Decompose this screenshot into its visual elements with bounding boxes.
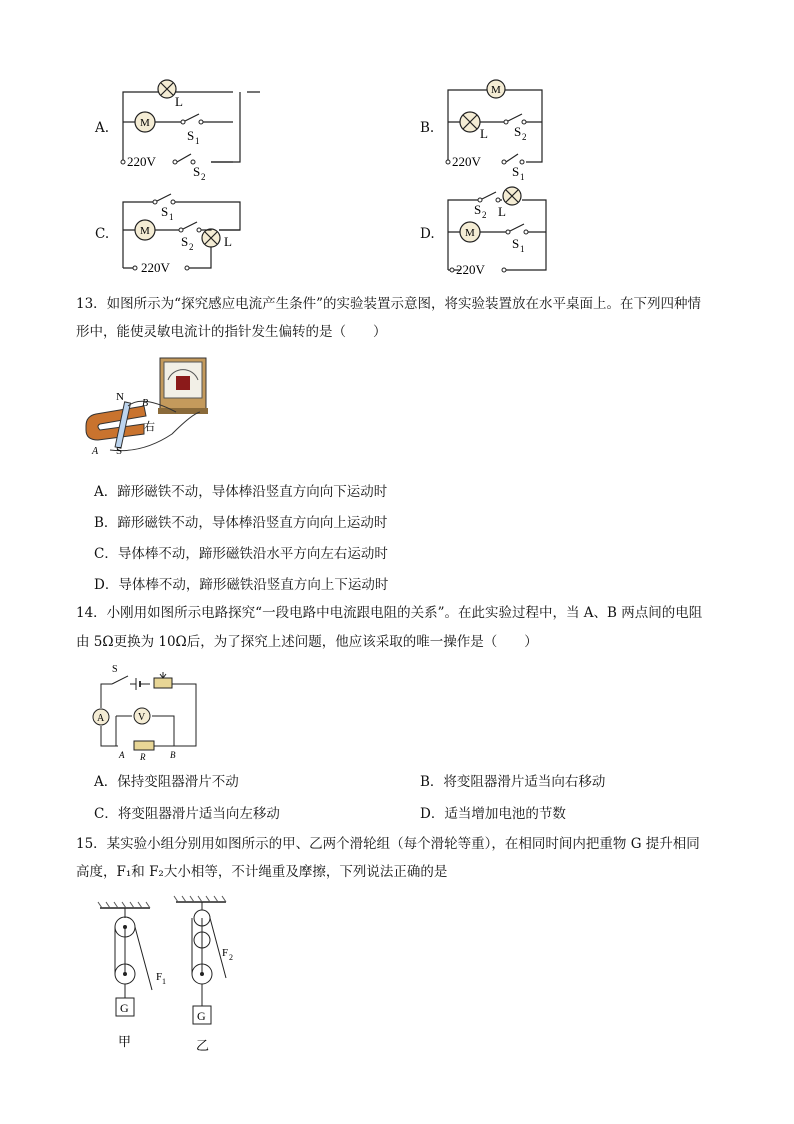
q12-option-b-letter[interactable]: B. <box>420 120 435 136</box>
q13-option-b[interactable]: B．蹄形磁铁不动，导体棒沿竖直方向向上运动时 <box>94 515 388 531</box>
q13-fig-b: B <box>142 398 149 409</box>
q14-option-d[interactable]: D．适当增加电池的节数 <box>420 806 566 822</box>
q15-fig-f2: F <box>222 947 229 959</box>
q12-a-motor: M <box>140 117 150 129</box>
q12-b-s1-sub: 1 <box>520 172 525 182</box>
q14-option-b[interactable]: B．将变阻器滑片适当向右移动 <box>420 774 606 790</box>
q12-c-s2-sub: 2 <box>189 242 194 252</box>
q13-option-c[interactable]: C．导体棒不动，蹄形磁铁沿水平方向左右运动时 <box>94 546 388 562</box>
q13-stem-line2: 形中，能使灵敏电流计的指针发生偏转的是（ ） <box>76 324 387 340</box>
q12-option-a-circuit <box>115 76 255 182</box>
q15-fig-f1-sub: 1 <box>162 977 166 986</box>
q12-c-lamp: L <box>224 234 232 249</box>
q12-option-d-circuit <box>440 182 552 278</box>
q12-c-s2: S <box>181 234 189 249</box>
q12-b-lamp: L <box>480 126 488 141</box>
q14-stem-line2: 由 5Ω更换为 10Ω后，为了探究上述问题，他应该采取的唯一操作是（ ） <box>76 634 538 650</box>
q12-b-s1: S <box>512 164 520 179</box>
q15-fig-yi: 乙 <box>196 1038 210 1053</box>
q15-fig-jia: 甲 <box>118 1034 132 1049</box>
q13-stem-line1: 13．如图所示为“探究感应电流产生条件”的实验装置示意图，将实验装置放在水平桌面上。在下列四种情 <box>76 296 701 312</box>
q12-option-a-letter[interactable]: A. <box>95 120 110 136</box>
q12-d-motor: M <box>465 227 475 239</box>
q12-d-s2: S <box>474 202 482 217</box>
q15-stem-line2: 高度，F₁和 F₂大小相等，不计绳重及摩擦，下列说法正确的是 <box>76 864 448 880</box>
q15-fig-f2-sub: 2 <box>229 953 233 962</box>
q15-fig-g1: G <box>120 1001 129 1015</box>
q12-option-c-letter[interactable]: C. <box>95 226 110 242</box>
q13-fig-s: S <box>116 445 123 457</box>
q12-a-s1: S <box>187 128 195 143</box>
q12-a-lamp: L <box>175 94 183 109</box>
q14-stem-line1: 14．小刚用如图所示电路探究“一段电路中电流跟电阻的关系”。在此实验过程中，当 A、B 两点间的电阻 <box>76 605 703 621</box>
q12-c-motor: M <box>140 225 150 237</box>
q12-b-s2-sub: 2 <box>522 132 527 142</box>
q12-a-s2-sub: 2 <box>201 172 206 182</box>
q12-option-c-circuit <box>115 186 255 280</box>
q15-pulley-figure <box>96 894 256 1054</box>
q13-fig-n: N <box>116 391 124 403</box>
q12-d-s1: S <box>512 236 520 251</box>
q14-fig-a: A <box>119 750 125 760</box>
q14-circuit-figure <box>88 664 208 760</box>
q12-a-s2: S <box>193 164 201 179</box>
q12-option-d-letter[interactable]: D. <box>420 226 435 242</box>
q12-d-voltage: 220V <box>456 262 485 277</box>
q12-d-lamp: L <box>498 204 506 219</box>
q12-b-motor: M <box>491 84 501 96</box>
q12-d-s1-sub: 1 <box>520 244 525 254</box>
q14-option-a[interactable]: A．保持变阻器滑片不动 <box>94 774 239 790</box>
q12-b-voltage: 220V <box>452 154 481 169</box>
q14-fig-ammeter: A <box>97 713 105 724</box>
q12-a-voltage: 220V <box>127 154 156 169</box>
q13-fig-a: A <box>92 446 99 457</box>
q13-fig-right: 右 <box>144 421 155 433</box>
q15-stem-line1: 15．某实验小组分别用如图所示的甲、乙两个滑轮组（每个滑轮等重），在相同时间内把重物 G 提升相同 <box>76 836 700 852</box>
q12-c-voltage: 220V <box>141 260 170 275</box>
q13-option-a[interactable]: A．蹄形磁铁不动，导体棒沿竖直方向向下运动时 <box>94 484 388 500</box>
q15-fig-g2: G <box>197 1009 206 1023</box>
q12-b-s2: S <box>514 124 522 139</box>
q14-fig-s: S <box>112 664 118 675</box>
q12-c-s1-sub: 1 <box>169 212 174 222</box>
q13-apparatus-figure <box>82 354 222 464</box>
q12-a-s1-sub: 1 <box>195 136 200 146</box>
q14-fig-voltmeter: V <box>138 712 146 723</box>
q12-c-s1: S <box>161 204 169 219</box>
q14-fig-b: B <box>170 750 176 760</box>
q14-option-c[interactable]: C．将变阻器滑片适当向左移动 <box>94 806 280 822</box>
q13-option-d[interactable]: D．导体棒不动，蹄形磁铁沿竖直方向上下运动时 <box>94 577 389 593</box>
q15-fig-f1: F <box>156 971 163 983</box>
q14-fig-r: R <box>140 752 146 762</box>
q12-d-s2-sub: 2 <box>482 210 487 220</box>
q12-option-b-circuit <box>440 76 550 182</box>
